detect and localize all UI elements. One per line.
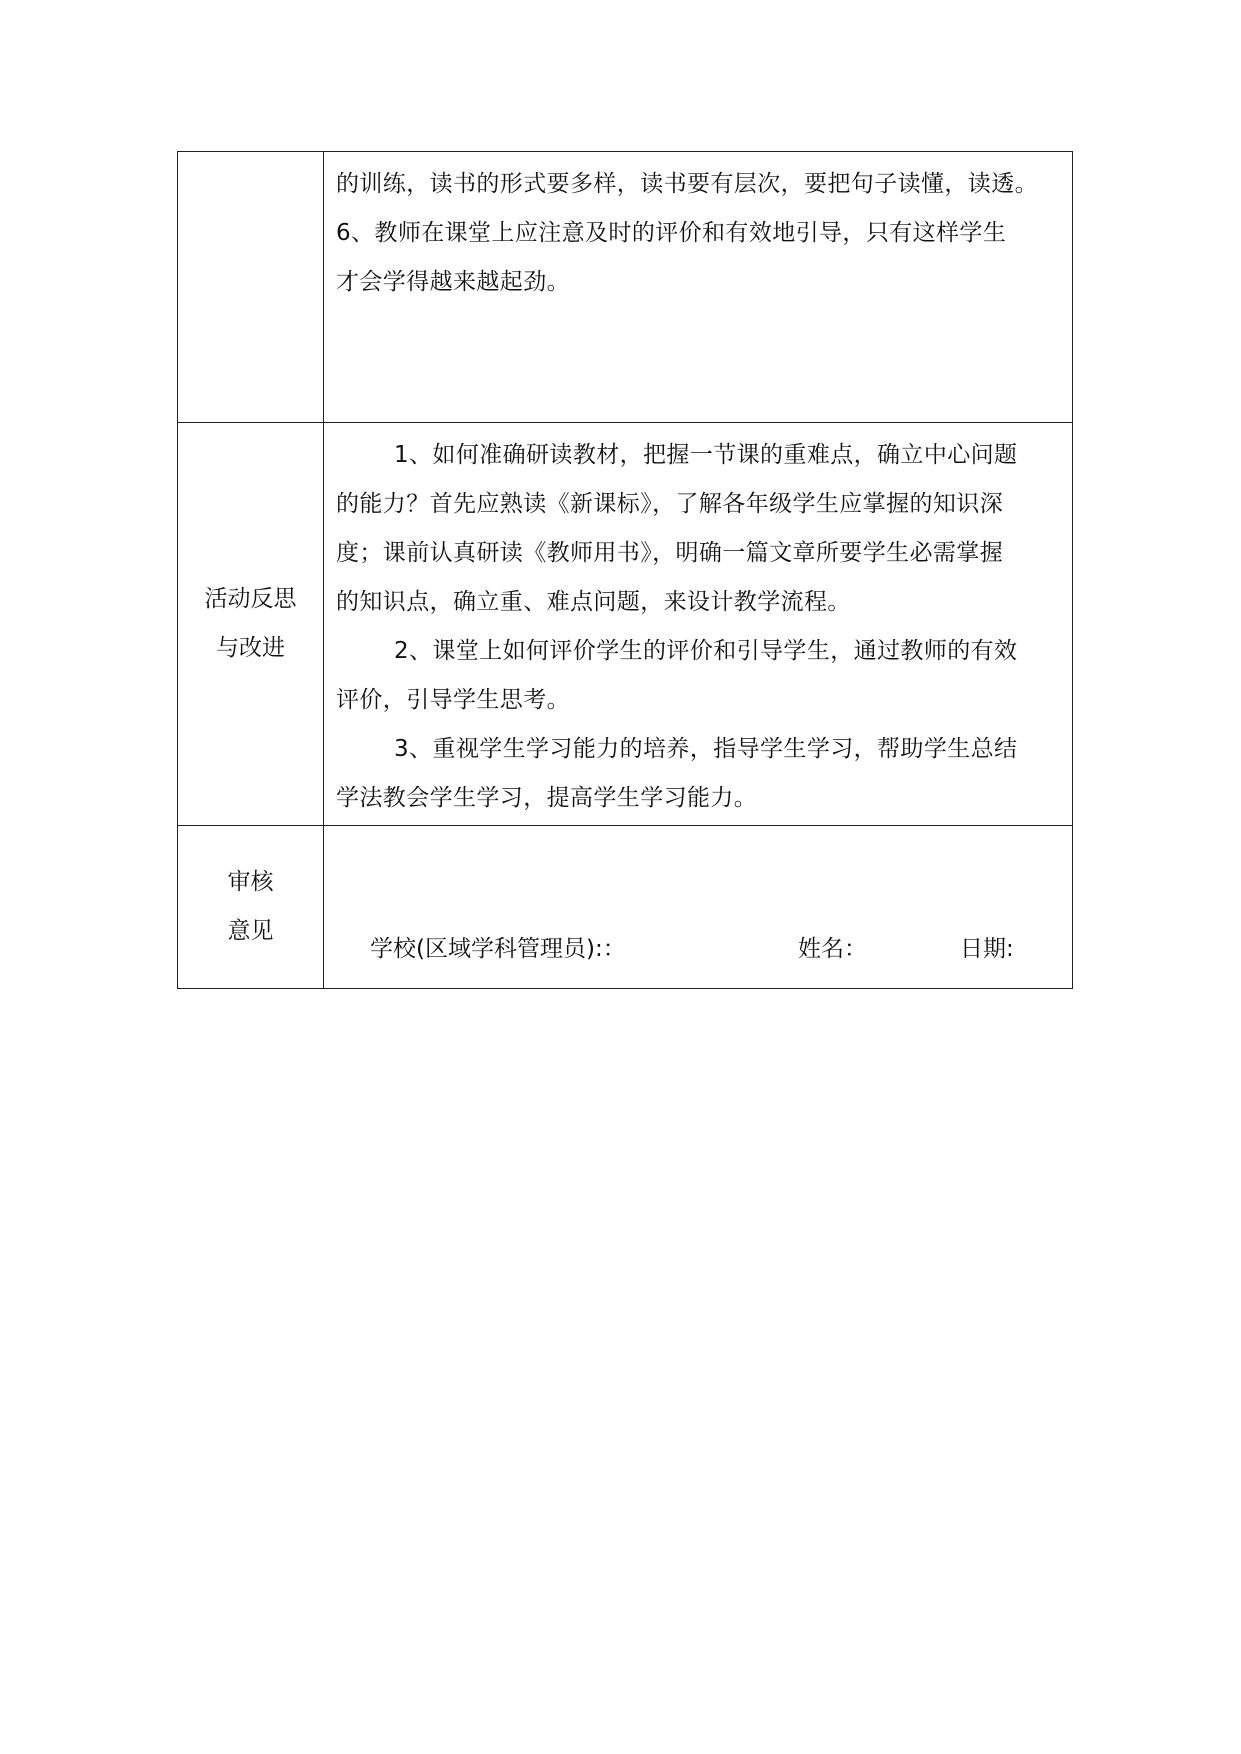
reflection-label [178, 423, 324, 826]
name-label: 姓名： [798, 936, 867, 962]
content-line: 3、重视学生学习能力的培养，指导学生学习，帮助学生总结 [394, 736, 1018, 762]
review-content-cell [324, 826, 1073, 989]
date-label: 日期: [960, 936, 1014, 962]
content-line: 才会学得越来越起劲。 [336, 269, 570, 295]
content-line: 的训练，读书的形式要多样，读书要有层次，要把句子读懂，读透。 [336, 171, 1038, 197]
table-row [178, 423, 1073, 826]
content-line: 1、如何准确研读教材，把握一节课的重难点，确立中心问题 [394, 442, 1018, 468]
content-line: 评价，引导学生思考。 [336, 687, 570, 713]
content-line: 2、课堂上如何评价学生的评价和引导学生，通过教师的有效 [394, 638, 1018, 664]
review-label [178, 826, 324, 989]
content-line: 的能力？首先应熟读《新课标》，了解各年级学生应掌握的知识深 [336, 491, 1004, 517]
row-label-empty [178, 152, 324, 423]
content-line: 学法教会学生学习，提高学生学习能力。 [336, 785, 758, 811]
content-line: 的知识点，确立重、难点问题，来设计教学流程。 [336, 589, 851, 615]
table-row [178, 826, 1073, 989]
reflection-content-cell [324, 423, 1073, 826]
content-line: 6、教师在课堂上应注意及时的评价和有效地引导，只有这样学生 [336, 220, 1007, 246]
table-row [178, 152, 1073, 423]
label-line: 活动反思 [204, 586, 297, 612]
label-line: 与改进 [216, 635, 285, 661]
continued-content-cell [324, 152, 1073, 423]
school-admin-label: 学校(区域学科管理员):： [370, 936, 626, 962]
label-line: 审核 [227, 869, 274, 895]
label-line: 意见 [227, 918, 274, 944]
activity-record-table [177, 151, 1073, 989]
content-line: 度；课前认真研读《教师用书》，明确一篇文章所要学生必需掌握 [336, 540, 1004, 566]
